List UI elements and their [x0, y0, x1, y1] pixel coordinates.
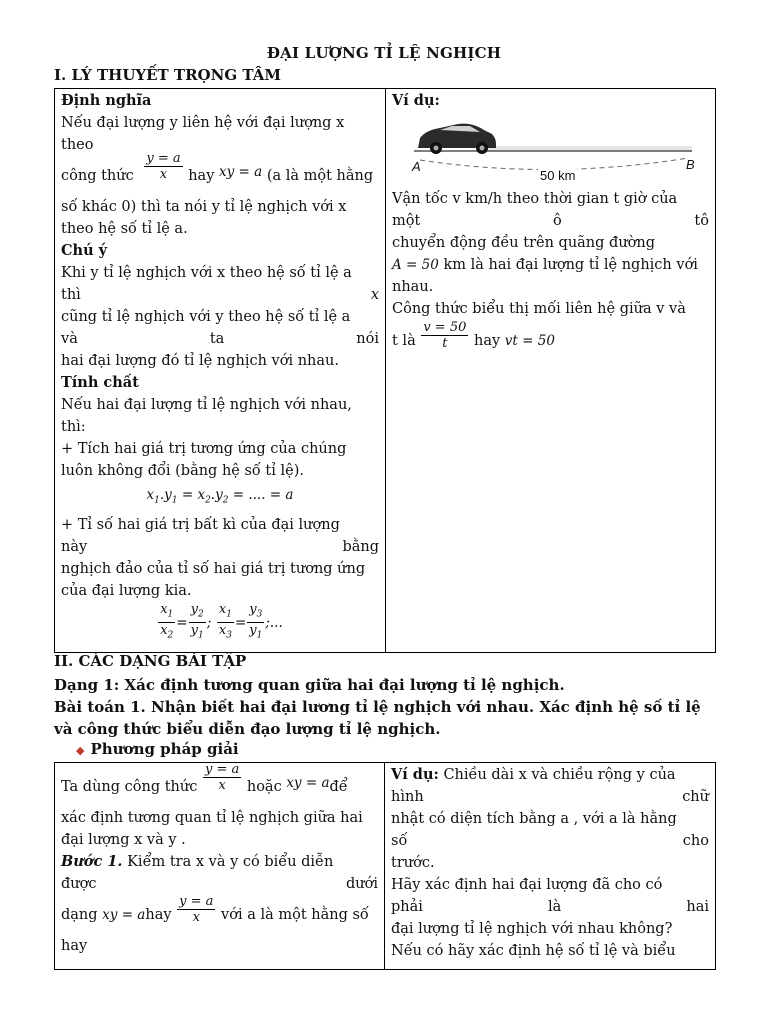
example-2-line-1	[391, 764, 709, 786]
property-word: này	[61, 538, 88, 555]
method-text: hay	[145, 907, 172, 923]
method-text: dạng	[61, 907, 98, 923]
example-text: km là hai đại lượng tỉ lệ nghịch với	[443, 257, 698, 273]
label-a: A	[412, 159, 421, 174]
section-1-heading: I. LÝ THUYẾT TRỌNG TÂM	[54, 66, 281, 84]
property-line-3: + Tích hai giá trị tương ứng của chúng	[61, 441, 347, 457]
formula-y-eq-a-over-x-2: $\frac{y = a}{x}$	[204, 761, 240, 793]
note-line-1: Khi y tỉ lệ nghịch với x theo hệ số tỉ lệ a	[61, 265, 352, 281]
method-cell	[55, 763, 385, 970]
method-text: với a là một hằng số	[221, 907, 369, 923]
example-2-word: là	[547, 899, 562, 915]
example-2-line-2	[391, 786, 709, 808]
example-line-4	[392, 254, 709, 276]
definition-text-hay: hay	[188, 168, 215, 184]
example-2-line-7	[391, 896, 709, 918]
example-2-cell	[385, 763, 716, 970]
property-line-2: thì:	[61, 419, 86, 435]
example-formula-line	[392, 320, 709, 362]
problem-1-line-1: Bài toán 1. Nhận biết hai đại lương tỉ lệ nghịch với nhau. Xác định hệ số tỉ lệ	[54, 698, 701, 716]
property-word: bằng	[342, 538, 379, 555]
example-cell	[386, 89, 716, 653]
method-line-2: xác định tương quan tỉ lệ nghịch giữa hai	[61, 810, 363, 826]
dang-1-heading: Dạng 1: Xác định tương quan giữa hai đại lượng tỉ lệ nghịch.	[54, 676, 565, 694]
example-2-word: chữ	[682, 789, 709, 805]
frac-x1-x2: $\frac{x_1}{x_2}$	[160, 601, 174, 641]
example-line-3: chuyển động đều trên quãng đường	[392, 235, 656, 251]
definition-formula-line	[61, 150, 379, 196]
example-2-line-9: Nếu có hãy xác định hệ số tỉ lệ và biểu	[391, 943, 676, 959]
method-heading: Phương pháp giải	[90, 740, 239, 758]
method-line-7: hay	[61, 938, 88, 954]
example-2-word: hình	[391, 789, 424, 805]
example-word: ô	[553, 213, 562, 229]
definition-line-4: số khác 0) thì ta nói y tỉ lệ nghịch với x	[61, 199, 347, 215]
note-line-5: hai đại lượng đó tỉ lệ nghịch với nhau.	[61, 353, 339, 369]
method-word: dưới	[346, 876, 378, 892]
definition-line-5: theo hệ số tỉ lệ a.	[61, 221, 188, 237]
section-2-heading: II. CÁC DẠNG BÀI TẬP	[54, 652, 247, 670]
method-text: hoặc	[246, 779, 282, 795]
example-2-line-8: đại lượng tỉ lệ nghịch với nhau không?	[391, 921, 673, 937]
problem-1-line-2: và công thức biểu diễn đạo lượng tỉ lệ nghịch.	[54, 720, 441, 738]
method-line-5	[61, 873, 378, 895]
note-word: thì	[61, 287, 81, 303]
distance-label: 50 km	[540, 168, 576, 183]
formula-ratios: $\frac{x_1}{x_2}$ = $\frac{y_2}{y_1}$ ; $\frac{x_1}{x_3}$ = $\frac{y_3}{y_1}$ ;...	[61, 602, 379, 644]
property-line-4: luôn không đổi (bằng hệ số tỉ lệ).	[61, 463, 304, 479]
formula-y-eq-a-over-x-3: $\frac{y = a}{x}$	[179, 893, 214, 925]
frac-x1-x3: $\frac{x_1}{x_3}$	[218, 601, 232, 641]
example-text: t là	[392, 333, 416, 349]
example-2-heading: Ví dụ:	[391, 766, 439, 783]
property-line-6	[61, 536, 379, 558]
note-word: nói	[356, 331, 379, 347]
page-title: ĐẠI LƯỢNG TỈ LỆ NGHỊCH	[266, 44, 502, 62]
frac-y2-y1: $\frac{y_2}{y_1}$	[190, 601, 204, 641]
example-2-line-4	[391, 830, 709, 852]
formula-y-eq-a-over-x: $\frac{y = a}{x}$	[146, 150, 181, 182]
step-1-label: Bước 1.	[61, 853, 123, 870]
note-line-3: cũng tỉ lệ nghịch với y theo hệ số tỉ lệ a	[61, 309, 351, 325]
property-line-7: nghịch đảo của tỉ số hai giá trị tương ứng	[61, 560, 366, 577]
method-line-3: đại lượng x và y .	[61, 832, 186, 848]
method-table	[54, 762, 716, 970]
example-2-word: hai	[686, 899, 709, 915]
example-2-line-3: nhật có diện tích bằng a , với a là hằng	[391, 811, 677, 827]
example-line-6: Công thức biểu thị mối liên hệ giữa v và	[392, 301, 686, 317]
method-line-4	[61, 851, 378, 873]
example-2-word: số	[391, 833, 408, 849]
formula-a-eq-50: A = 50	[392, 257, 439, 273]
definition-line-2: theo	[61, 137, 94, 153]
theory-cell	[55, 89, 386, 653]
method-word: được	[61, 876, 97, 892]
property-line-5: + Tỉ số hai giá trị bất kì của đại lượng	[61, 516, 340, 533]
property-line-1: Nếu hai đại lượng tỉ lệ nghịch với nhau,	[61, 397, 352, 413]
car-illustration	[392, 112, 709, 188]
example-2-word: phải	[391, 899, 423, 915]
note-line-2	[61, 284, 379, 306]
definition-line-1: Nếu đại lượng y liên hệ với đại lượng x	[61, 115, 345, 131]
example-line-1: Vận tốc v km/h theo thời gian t giờ của	[392, 191, 678, 207]
formula-xy-eq-a-2: xy = a	[286, 775, 330, 791]
method-text: Kiểm tra x và y có biểu diễn	[127, 854, 334, 870]
example-line-5: nhau.	[392, 279, 434, 295]
road-shading	[482, 146, 692, 151]
example-2-text: Chiều dài x và chiều rộng y của	[443, 767, 676, 783]
example-word: tô	[694, 213, 709, 229]
property-heading: Tính chất	[61, 374, 139, 391]
example-line-2	[392, 210, 709, 232]
definition-text: công thức	[61, 168, 134, 184]
label-b: B	[686, 157, 695, 172]
method-heading-row	[76, 740, 239, 758]
car-icon	[418, 124, 496, 154]
note-word: ta	[209, 331, 225, 347]
example-heading: Ví dụ:	[392, 92, 440, 109]
example-2-line-6: Hãy xác định hai đại lượng đã cho có	[391, 877, 663, 893]
method-text: để	[329, 779, 348, 795]
formula-v-eq-50-over-t: $\frac{v = 50}{t}$	[423, 319, 467, 351]
formula-xy-eq-a: xy = a	[219, 164, 263, 180]
property-line-8: của đại lượng kia.	[61, 582, 192, 599]
definition-text-const: (a là một hằng	[266, 168, 374, 184]
note-heading: Chú ý	[61, 242, 108, 259]
method-text: Ta dùng công thức	[61, 779, 198, 795]
method-line-1	[61, 761, 378, 807]
definition-heading: Định nghĩa	[61, 92, 152, 109]
example-word: một	[392, 213, 421, 229]
method-line-6	[61, 895, 378, 935]
formula-products: $x_1.y_1 = x_2.y_2$ = .... = a	[146, 487, 294, 506]
theory-table	[54, 88, 716, 653]
example-2-word: cho	[682, 833, 709, 849]
frac-y3-y1: $\frac{y_3}{y_1}$	[249, 601, 263, 641]
example-2-line-5: trước.	[391, 855, 435, 871]
formula-vt-eq-50: vt = 50	[504, 333, 555, 349]
diamond-bullet-icon: ◆	[76, 744, 85, 757]
example-text: hay	[473, 333, 501, 349]
note-line-4	[61, 328, 379, 350]
formula-xy-eq-a-3: xy = a	[102, 907, 146, 923]
note-word: và	[61, 331, 78, 347]
note-word: x	[370, 287, 379, 303]
